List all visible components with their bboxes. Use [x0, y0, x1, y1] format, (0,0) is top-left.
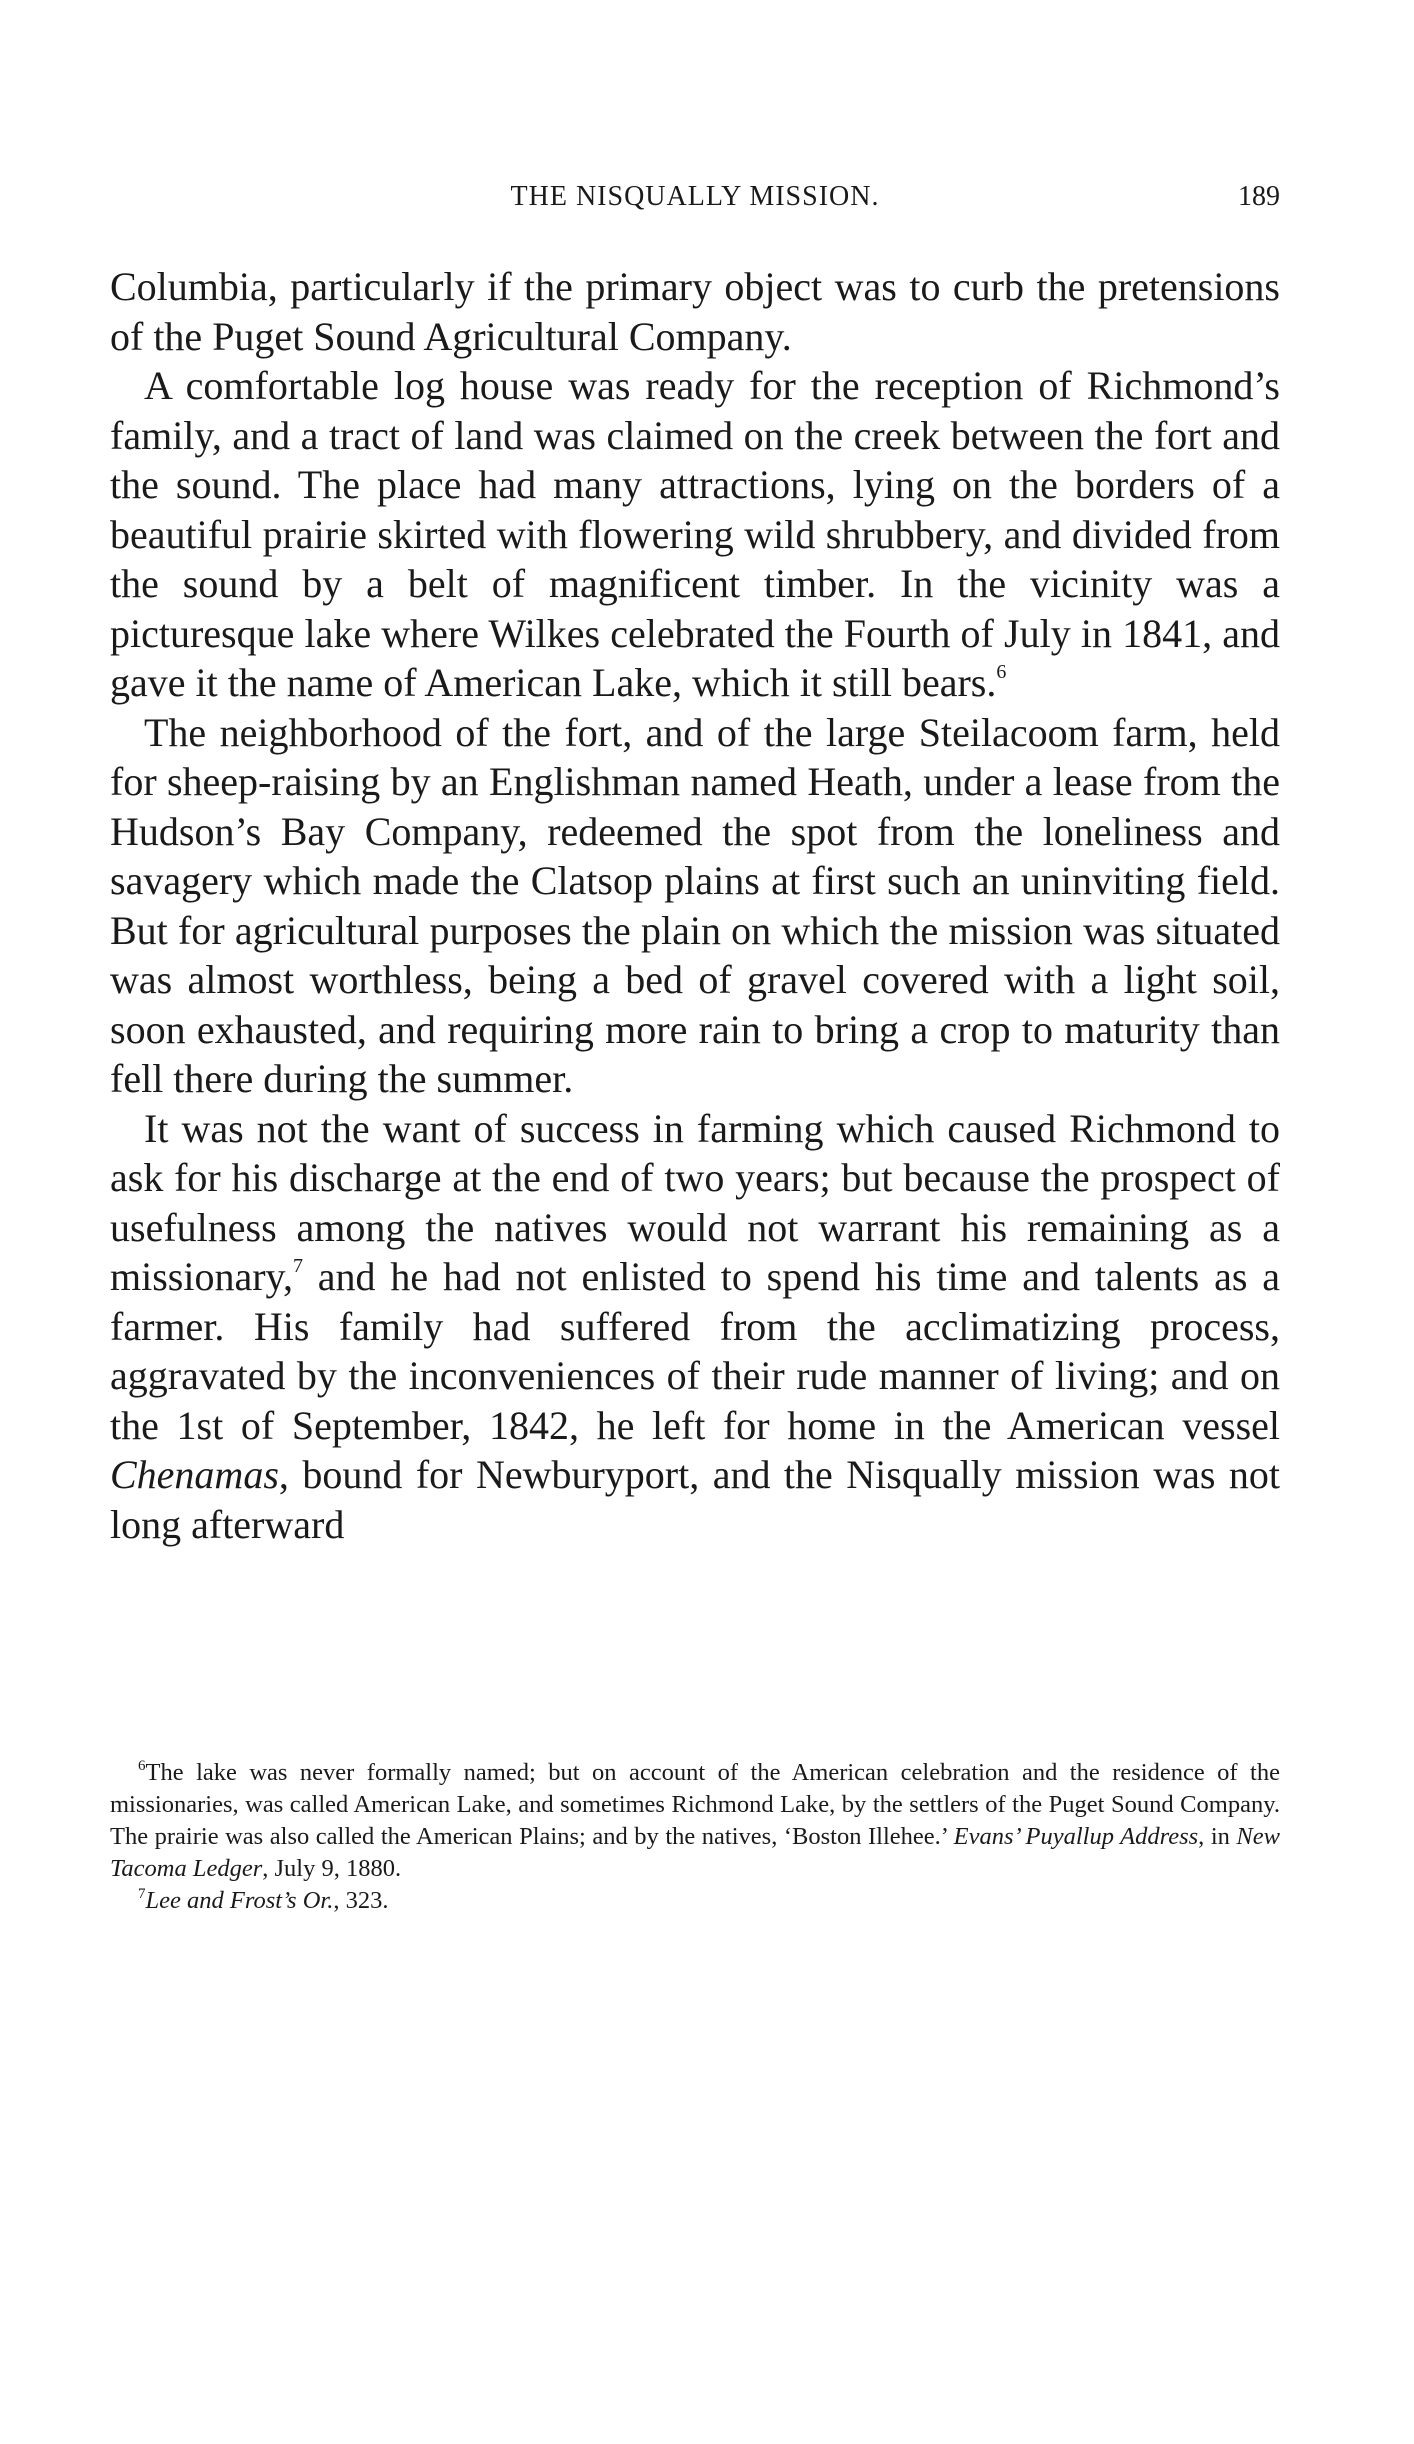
- paragraph-text: A comfortable log house was ready for the reception of Richmond’s family, and a tract of land was claimed on the creek between the fort and the sound. The place had many attractions, lying on the borders of a beautiful prairie skirted with flowering wild shrubbery, and divided from the sound by a belt of magnificent timber. In the vicinity was a picturesque lake where Wilkes celebrated the Fourth of July in 1841, and gave it the name of American Lake, which it still bears.: [110, 363, 1280, 705]
- paragraph-text: Columbia, particularly if the primary object was to curb the pretensions of the Puget Sound Agricultural Company.: [110, 264, 1280, 359]
- footnote-ref-6: 6: [996, 661, 1007, 683]
- paragraph-1: [110, 262, 1280, 361]
- footnote-text: The lake was never formally named; but on account of the American celebration and the residence of the missionaries, was called American Lake, and sometimes Richmond Lake, by the settlers of the Puget Sound Company. The prairie was also called the American Plains; and by the natives, ‘Boston Illehee.’: [110, 1759, 1280, 1850]
- paragraph-text: The neighborhood of the fort, and of the large Steilacoom farm, held for sheep-raising by an Englishman named Heath, under a lease from the Hudson’s Bay Company, redeemed the spot from the loneliness and savagery which made the Clatsop plains at first such an uninviting field. But for agricultural purposes the plain on which the mission was situated was almost worthless, being a bed of gravel covered with a light soil, soon exhausted, and requiring more rain to bring a crop to maturity than fell there during the summer.: [110, 709, 1280, 1101]
- paragraph-text: It was not the want of success in farming which caused Richmond to ask for his discharge at the end of two years; but because the prospect of usefulness among the natives would not warrant his remaining as a missionary,: [110, 1105, 1280, 1299]
- page-header: [110, 172, 1280, 222]
- footnote-7: [110, 1885, 1280, 1917]
- footnote-text: , in: [1198, 1823, 1237, 1850]
- running-title: THE NISQUALLY MISSION.: [510, 181, 880, 212]
- paragraph-3: [110, 708, 1280, 1104]
- page-number: 189: [1238, 181, 1280, 212]
- citation-title: Evans’ Puyallup Address: [953, 1823, 1199, 1850]
- footnotes: [110, 1757, 1280, 1917]
- citation-title: New Tacoma Ledger: [110, 1823, 1280, 1882]
- paragraph-text: , bound for Newburyport, and the Nisqually mission was not long afterward: [110, 1452, 1280, 1547]
- paragraph-text: and he had not enlisted to spend his time and talents as a farmer. His family had suffered from the acclimatizing process, aggravated by the inconveniences of their rude manner of living; and on the 1st of September, 1842, he left for home in the American vessel: [110, 1254, 1280, 1448]
- vessel-name: Chenamas: [110, 1452, 279, 1497]
- paragraph-4: [110, 1104, 1280, 1550]
- paragraph-2: [110, 361, 1280, 708]
- footnote-ref-7: 7: [292, 1255, 303, 1277]
- citation-title: Lee and Frost’s Or.: [145, 1887, 334, 1914]
- footnote-text: , 323.: [333, 1887, 389, 1914]
- footnote-marker: 7: [138, 1886, 146, 1902]
- footnote-text: , July 9, 1880.: [262, 1855, 402, 1882]
- footnote-marker: 6: [138, 1758, 146, 1774]
- footnote-6: [110, 1757, 1280, 1885]
- body-text: [110, 262, 1280, 1549]
